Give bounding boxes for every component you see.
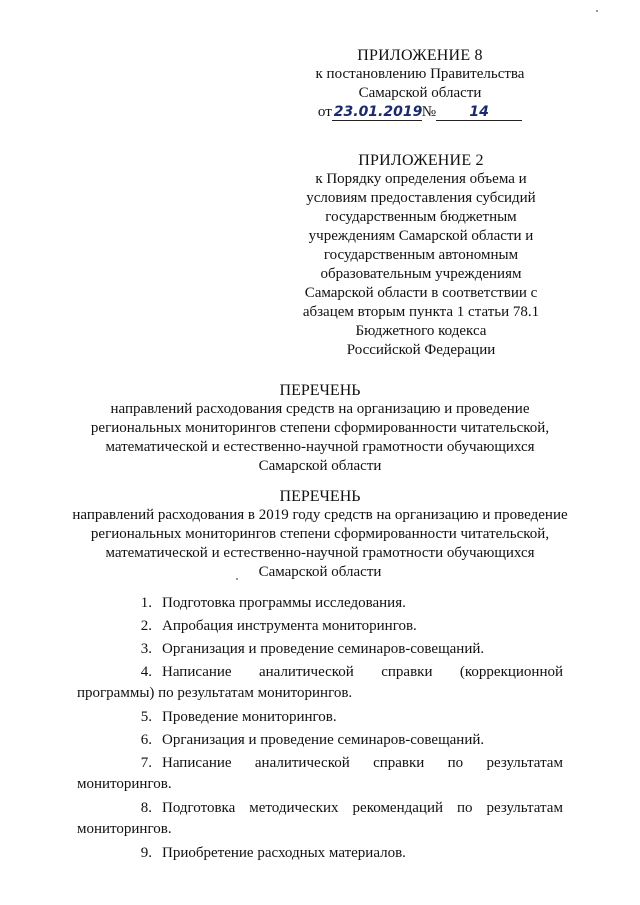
list-item — [77, 797, 563, 839]
list-2-line: направлений расходования в 2019 году средств на организацию и проведение — [72, 507, 568, 523]
item-text: Проведение мониторингов. — [162, 709, 337, 725]
item-number: 3. — [140, 641, 152, 657]
item-continuation: мониторингов. — [77, 776, 172, 792]
item-number: 5. — [140, 709, 152, 725]
appendix-8-title: ПРИЛОЖЕНИЕ 8 — [357, 47, 483, 64]
item-word: аналитической — [254, 755, 350, 771]
list-2-line: математической и естественно-научной грамотности обучающихся — [105, 545, 535, 561]
appendix-8-line2: Самарской области — [358, 85, 482, 101]
appendix-2-line: к Порядку определения объема и — [315, 171, 527, 187]
list-1-heading — [60, 381, 580, 476]
list-2-line: Самарской области — [258, 564, 382, 580]
item-number: 9. — [140, 845, 152, 861]
list-item — [77, 706, 563, 729]
item-word: Написание — [162, 755, 232, 771]
item-text: Подготовка программы исследования. — [162, 595, 406, 611]
list-item — [77, 842, 563, 865]
item-text — [162, 752, 563, 775]
item-number: 1. — [140, 595, 152, 611]
item-word: по — [447, 755, 464, 771]
number-prefix: № — [421, 104, 437, 120]
appendix-2-title: ПРИЛОЖЕНИЕ 2 — [358, 152, 484, 169]
appendix-2-line: абзацем вторым пункта 1 статьи 78.1 — [302, 304, 540, 320]
list-2-title: ПЕРЕЧЕНЬ — [279, 488, 361, 505]
item-text: Приобретение расходных материалов. — [162, 845, 406, 861]
item-word: аналитической — [258, 664, 354, 680]
item-text: Апробация инструмента мониторингов. — [162, 618, 417, 634]
item-word: (коррекционной — [459, 664, 563, 680]
list-item — [77, 661, 563, 703]
item-continuation: программы) по результатам мониторингов. — [77, 685, 353, 701]
list-1-line: направлений расходования средств на организацию и проведение — [110, 401, 530, 417]
appendix-8-date-line — [318, 103, 522, 122]
item-continuation: мониторингов. — [77, 821, 172, 837]
list-item — [77, 729, 563, 752]
list-2-line: региональных мониторингов степени сформированности читательской, — [90, 526, 550, 542]
item-number: 2. — [140, 618, 152, 634]
item-number: 4. — [140, 664, 152, 680]
item-word: методических — [249, 800, 339, 816]
handwritten-number: 14 — [436, 105, 522, 121]
appendix-8-line1: к постановлению Правительства — [315, 66, 525, 82]
appendix-2-block — [290, 151, 552, 360]
list-item — [77, 638, 563, 661]
item-word: результатам — [486, 800, 563, 816]
list-item — [77, 752, 563, 794]
list-2-lines — [60, 506, 580, 582]
scan-dot — [596, 10, 598, 12]
appendix-2-line: образовательным учреждениям — [320, 266, 522, 282]
appendix-2-line: государственным автономным — [323, 247, 519, 263]
item-number: 7. — [140, 755, 152, 771]
item-number: 6. — [140, 732, 152, 748]
list-1-line: Самарской области — [258, 458, 382, 474]
item-word: результатам — [486, 755, 563, 771]
list-2-heading — [60, 487, 580, 582]
appendix-2-lines — [290, 170, 552, 360]
item-word: Подготовка — [162, 800, 236, 816]
scan-dot — [236, 578, 238, 580]
item-number: 8. — [140, 800, 152, 816]
appendix-2-line: Самарской области в соответствии с — [304, 285, 538, 301]
appendix-2-line: Российской Федерации — [346, 342, 496, 358]
list-1-line: региональных мониторингов степени сформированности читательской, — [90, 420, 550, 436]
list-1-lines — [60, 400, 580, 476]
list-item — [77, 592, 563, 615]
item-word: Написание — [162, 664, 232, 680]
items-list — [77, 592, 563, 865]
appendix-2-line: государственным бюджетным — [325, 209, 517, 225]
item-word: справки — [381, 664, 433, 680]
item-text: Организация и проведение семинаров-совещаний. — [162, 732, 485, 748]
list-1-title: ПЕРЕЧЕНЬ — [279, 382, 361, 399]
item-word: по — [456, 800, 473, 816]
appendix-8-block — [300, 46, 540, 122]
item-text — [162, 797, 563, 820]
date-prefix: от — [317, 104, 332, 120]
list-item — [77, 615, 563, 638]
appendix-2-line: условиям предоставления субсидий — [306, 190, 536, 206]
handwritten-date: 23.01.2019 — [333, 104, 423, 120]
item-text — [162, 661, 563, 684]
item-word: рекомендаций — [352, 800, 443, 816]
item-text: Организация и проведение семинаров-совещаний. — [162, 641, 485, 657]
item-word: справки — [373, 755, 425, 771]
appendix-2-line: учреждениям Самарской области и — [308, 228, 534, 244]
appendix-2-line: Бюджетного кодекса — [355, 323, 487, 339]
list-1-line: математической и естественно-научной грамотности обучающихся — [105, 439, 535, 455]
